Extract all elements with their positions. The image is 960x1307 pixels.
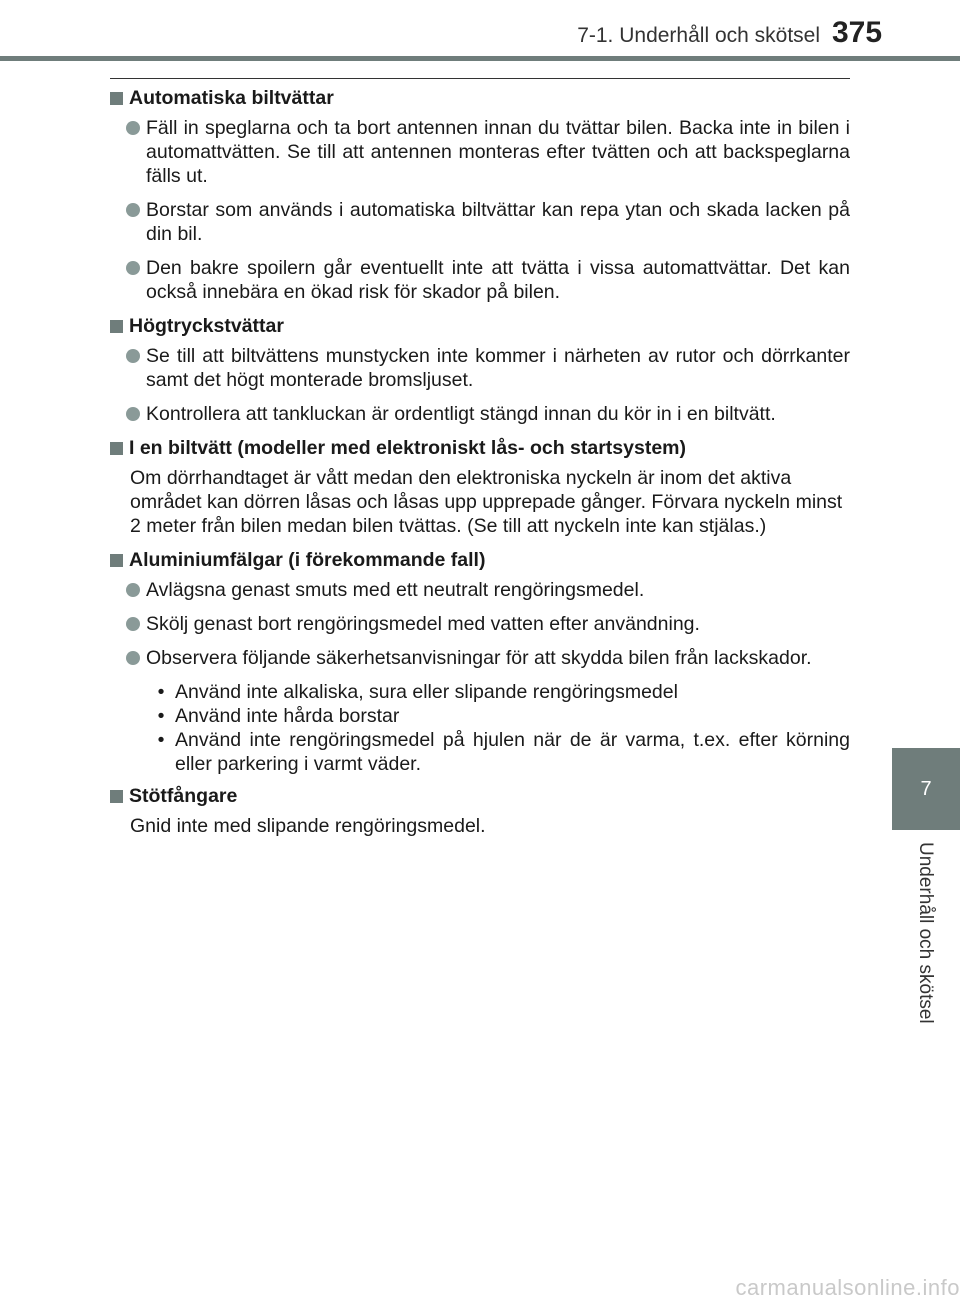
circle-bullet-icon [126, 349, 140, 363]
section-paragraph: Om dörrhandtaget är vått medan den elektroniska nyckeln är inom det aktiva området kan dörren låsas och låsas upp upprepade gånger. Förvara nyckeln minst 2 meter från bilen medan bilen tvättas. (Se till att nyckeln inte kan stjälas.) [130, 467, 843, 537]
circle-bullet-icon [126, 121, 140, 135]
list-item-text: Avlägsna genast smuts med ett neutralt rengöringsmedel. [146, 579, 645, 601]
section-heading [110, 314, 850, 338]
circle-bullet-icon [126, 407, 140, 421]
section-heading [110, 436, 850, 460]
dot-bullet-icon: • [157, 705, 165, 727]
sub-list-item [147, 704, 850, 728]
page-content [110, 86, 850, 848]
section-automatic-car-wash [110, 86, 850, 304]
square-bullet-icon [110, 554, 123, 567]
watermark-text: carmanualsonline.info [735, 1275, 960, 1300]
square-bullet-icon [110, 320, 123, 333]
section-heading [110, 548, 850, 572]
list-item-text: Kontrollera att tankluckan är ordentligt stängd innan du kör in i en biltvätt. [146, 403, 776, 425]
list-item-text: Skölj genast bort rengöringsmedel med vatten efter användning. [146, 613, 700, 635]
square-bullet-icon [110, 442, 123, 455]
list-item [126, 578, 850, 602]
list-item-text: Borstar som används i automatiska biltvättar kan repa ytan och skada lacken på din bil. [146, 199, 850, 245]
circle-bullet-icon [126, 583, 140, 597]
list-item-text: Den bakre spoilern går eventuellt inte att tvätta i vissa automattvättar. Det kan också innebära en ökad risk för skador på bilen. [146, 257, 850, 303]
circle-bullet-icon [126, 617, 140, 631]
list-item [126, 646, 850, 670]
list-item [126, 612, 850, 636]
circle-bullet-icon [126, 203, 140, 217]
sub-list-item-text: Använd inte alkaliska, sura eller slipande rengöringsmedel [175, 681, 678, 703]
chapter-number: 7 [920, 777, 932, 800]
section-heading-text: Automatiska biltvättar [129, 87, 334, 109]
header-rule [110, 78, 850, 79]
section-bumpers [110, 784, 850, 838]
section-heading-text: Högtryckstvättar [129, 315, 284, 337]
section-heading [110, 784, 850, 808]
section-heading-text: Stötfångare [129, 785, 238, 807]
dot-bullet-icon: • [157, 681, 165, 703]
circle-bullet-icon [126, 651, 140, 665]
sub-list-item-text: Använd inte hårda borstar [175, 705, 400, 727]
section-paragraph: Gnid inte med slipande rengöringsmedel. [130, 815, 486, 837]
list-item [126, 344, 850, 392]
section-aluminium-wheels [110, 548, 850, 776]
section-heading [110, 86, 850, 110]
list-item [126, 116, 850, 188]
list-item [126, 402, 850, 426]
section-heading-text: Aluminiumfälgar (i förekommande fall) [129, 549, 486, 571]
square-bullet-icon [110, 790, 123, 803]
list-item-text: Fäll in speglarna och ta bort antennen innan du tvättar bilen. Backa inte in bilen i automattvätten. Se till att antennen monteras efter tvätten och att backspeglarna fälls ut. [146, 117, 850, 187]
header-section-title: 7-1. Underhåll och skötsel [577, 24, 820, 47]
section-pressure-washer [110, 314, 850, 426]
list-item-text: Observera följande säkerhetsanvisningar för att skydda bilen från lackskador. [146, 647, 812, 669]
square-bullet-icon [110, 92, 123, 105]
list-item [126, 198, 850, 246]
sub-list-item [147, 680, 850, 704]
page-number: 375 [832, 16, 883, 49]
sub-list [147, 680, 850, 776]
chapter-side-label: Underhåll och skötsel [915, 842, 936, 1024]
dot-bullet-icon: • [157, 729, 165, 751]
header-bar [0, 56, 960, 61]
list-item [126, 256, 850, 304]
circle-bullet-icon [126, 261, 140, 275]
chapter-tab [892, 748, 960, 830]
sub-list-item-text: Använd inte rengöringsmedel på hjulen när de är varma, t.ex. efter körning eller parkering i varmt väder. [175, 729, 850, 775]
sub-list-item [147, 728, 850, 776]
section-heading-text: I en biltvätt (modeller med elektroniskt lås- och startsystem) [129, 437, 686, 459]
list-item-text: Se till att biltvättens munstycken inte kommer i närheten av rutor och dörrkanter samt det högt monterade bromsljuset. [146, 345, 850, 391]
section-smart-key-car-wash [110, 436, 850, 538]
